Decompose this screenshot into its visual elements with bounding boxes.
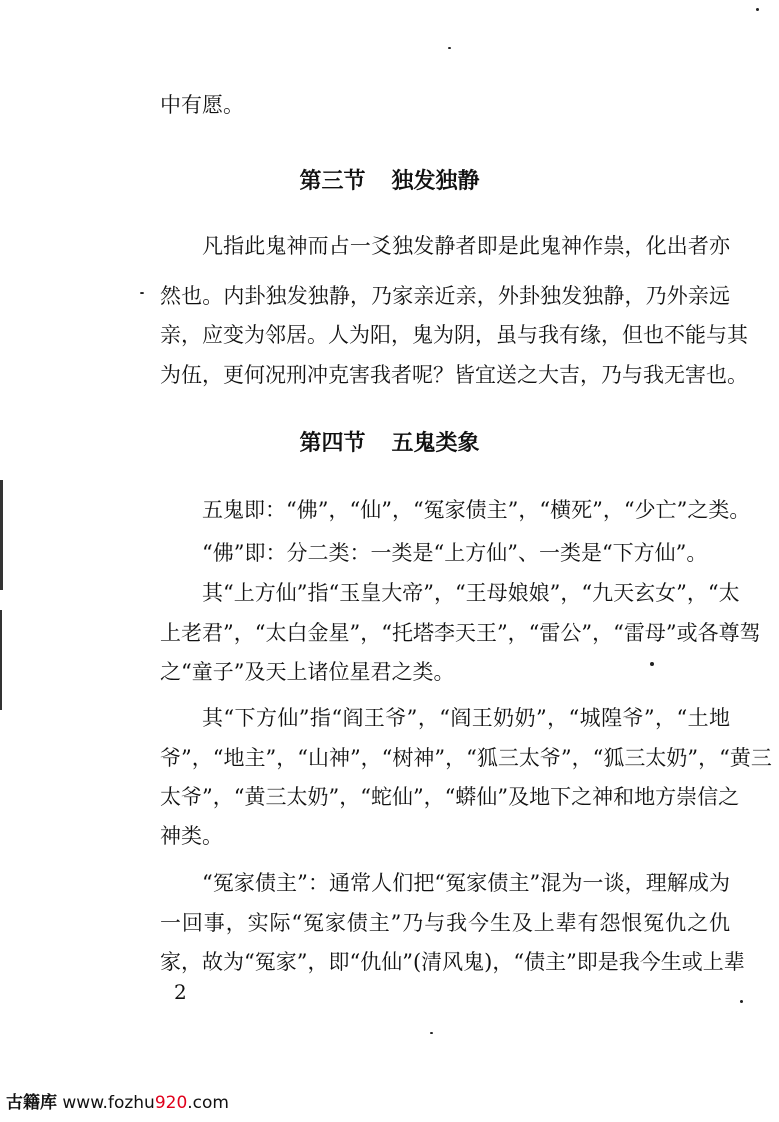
scan-edge	[0, 610, 2, 710]
text-line: 上老君”，“太白金星”，“托塔李天王”，“雷公”，“雷母”或各尊驾	[160, 621, 761, 645]
site-name: 古籍库	[6, 1093, 57, 1113]
section-heading	[0, 430, 779, 458]
text-line: 其“下方仙”指“阎王爷”，“阎王奶奶”，“城隍爷”，“土地	[202, 706, 730, 730]
text-line: 爷”，“地主”，“山神”，“树神”，“狐三太爷”，“狐三太奶”，“黄三	[160, 746, 772, 770]
scan-speck	[448, 47, 451, 49]
scan-speck	[756, 8, 759, 11]
footer-watermark	[6, 1088, 229, 1113]
text-line: 之“童子”及天上诸位星君之类。	[160, 660, 455, 684]
text-line: 太爷”，“黄三太奶”，“蛇仙”，“蟒仙”及地下之神和地方崇信之	[160, 785, 740, 809]
text-line: 为伍，更何况刑冲克害我者呢？皆宜送之大吉，乃与我无害也。	[160, 363, 748, 387]
text-line: “冤家债主”：通常人们把“冤家债主”混为一谈，理解成为	[202, 871, 730, 895]
page-number: 2	[174, 980, 187, 1004]
text-line: 家，故为“冤家”，即“仇仙”(清风鬼)，“债主”即是我今生或上辈	[160, 950, 745, 974]
text-line: “佛”即：分二类：一类是“上方仙”、一类是“下方仙”。	[202, 541, 708, 565]
scan-speck	[140, 292, 144, 294]
scan-speck	[740, 1000, 743, 1003]
text-line: 凡指此鬼神而占一爻独发静者即是此鬼神作祟，化出者亦	[202, 234, 730, 258]
text-line: 然也。内卦独发独静，乃家亲近亲，外卦独发独静，乃外亲远	[160, 284, 730, 308]
site-url: www.fozhu920.com	[62, 1093, 229, 1113]
text-line: 亲，应变为邻居。人为阳，鬼为阴，虽与我有缘，但也不能与其	[160, 323, 748, 347]
scan-speck	[650, 662, 654, 666]
section-title: 独发独静	[391, 169, 480, 194]
scan-edge	[0, 480, 3, 590]
scan-speck	[430, 1032, 433, 1034]
section-heading	[0, 168, 779, 196]
text-line: 其“上方仙”指“玉皇大帝”，“王母娘娘”，“九天玄女”，“太	[202, 581, 740, 605]
section-number: 第四节	[299, 431, 366, 456]
section-number: 第三节	[299, 169, 366, 194]
text-line: 中有愿。	[160, 93, 244, 117]
text-line: 五鬼即：“佛”，“仙”，“冤家债主”，“横死”，“少亡”之类。	[202, 498, 751, 522]
section-title: 五鬼类象	[391, 431, 480, 456]
text-line: 神类。	[160, 824, 223, 848]
text-line: 一回事，实际“冤家债主”乃与我今生及上辈有怨恨冤仇之仇	[160, 911, 730, 935]
